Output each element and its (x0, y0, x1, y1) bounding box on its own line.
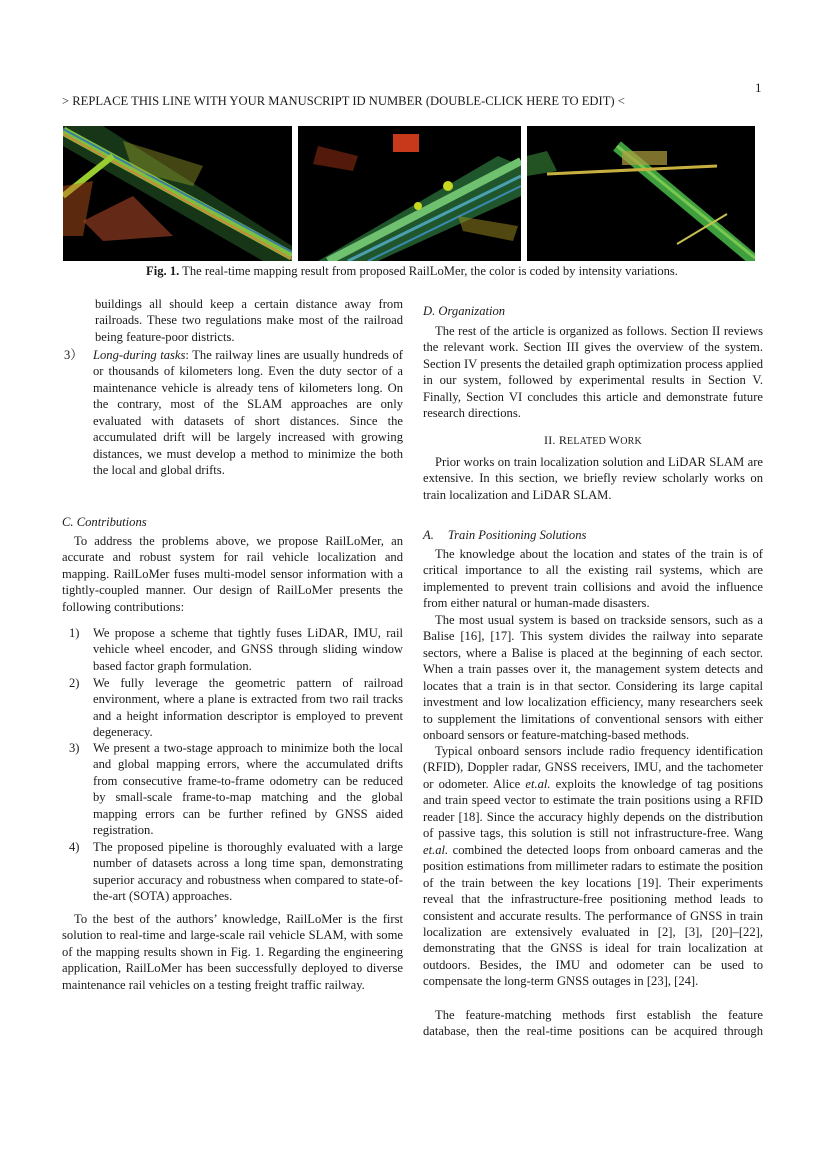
section-heading-contributions: C. Contributions (62, 515, 147, 529)
section-heading-related-work (423, 433, 763, 448)
section-number: II. (544, 433, 559, 447)
list-number: 1) (69, 626, 80, 640)
challenge-text: : The railway lines are usually hundreds of or thousands of kilometers long. Even the duty sector of a maintenance vehicle is already tens of kilometers long. On the contrary, most of the SLAM approaches are only evaluated with datasets of short distances. Since the accumulated drift will be largely increased with growing distances, we must develop a method to minimize the both the local and global drifts. (93, 348, 403, 478)
text-segment: exploits the knowledge of tag positions and train speed vector to estimate the train positions using a RFID reader [18]. Since the accuracy highly depends on the distribution of passive tags, this solution is still not infrastructure-free. Wang (423, 776, 763, 841)
continued-paragraph: buildings all should keep a certain distance away from railroads. These two regulations make most of the railroad being feature-poor districts. (95, 297, 403, 344)
figure-panel-1 (63, 126, 292, 261)
heading-smallcaps: ELATED (567, 436, 609, 447)
related-work-intro: Prior works on train localization solution and LiDAR SLAM are extensive. In this section, we briefly review scholarly works on train localization and LiDAR SLAM. (423, 455, 763, 502)
subsection-number: A. (423, 528, 434, 542)
list-number: 3) (69, 741, 80, 755)
section-heading-train-positioning (423, 528, 586, 543)
contribution-item: The proposed pipeline is thoroughly evaluated with a large number of datasets across a long time span, demonstrating superior accuracy and robustness when compared to state-of-the-art (SOTA) approaches. (93, 840, 403, 904)
closing-paragraph: To the best of the authors’ knowledge, RailLoMer is the first solution to real-time and large-scale rail vehicle SLAM, with some of the mapping results shown in Fig. 1. Regarding the engineering application, RailLoMer has been successfully deployed to diverse maintenance rail vehicles on a testing freight traffic railway. (62, 912, 403, 992)
italic-text: et.al. (525, 776, 551, 791)
contribution-item: We present a two-stage approach to minimize both the local and global mapping errors, where the accumulated drifts from consecutive frame-to-frame odometry can be reduced by small-scale frame-to-map matching and the global mapping errors can be further refined by GNSS aided registration. (93, 741, 403, 838)
list-number: 2) (69, 676, 80, 690)
list-number: 4) (69, 840, 80, 854)
heading-letter: R (558, 433, 568, 447)
contribution-item: We propose a scheme that tightly fuses LiDAR, IMU, rail vehicle wheel encoder, and GNSS through sliding window based factor graph formulation. (93, 626, 403, 673)
challenge-title: Long-during tasks (93, 348, 186, 362)
organization-paragraph: The rest of the article is organized as follows. Section II reviews the relevant work. Section III gives the overview of the system. Section IV presents the detailed graph optimization process applied in our system, followed by experimental results in Section V. Finally, Section VI concludes this article and demonstrate future research directions. (423, 324, 763, 421)
text-segment: Typical onboard sensors include radio frequency identification (RFID), Doppler radar, GNSS receivers, IMU, and the tachometer or odometer. Alice (423, 744, 763, 791)
figure-caption-text: The real-time mapping result from proposed RailLoMer, the color is coded by intensity variations. (179, 264, 678, 278)
section-heading-organization: D. Organization (423, 304, 506, 318)
figure-panel-3 (527, 126, 755, 261)
positioning-paragraph-4: The feature-matching methods first establish the feature database, then the real-time positions can be acquired through (423, 1008, 763, 1039)
contributions-intro: To address the problems above, we propose RailLoMer, an accurate and robust system for rail vehicle localization and mapping. RailLoMer fuses multi-model sensor information with a tightly-coupled manner. Our design of RailLoMer presents the following contributions: (62, 534, 403, 614)
subsection-title: Train Positioning Solutions (447, 528, 587, 542)
contribution-item: We fully leverage the geometric pattern of railroad environment, where a plane is extracted from two rail tracks and a height information descriptor is employed to prevent degeneracy. (93, 676, 403, 740)
text-segment: combined the detected loops from onboard cameras and the position estimations from millimeter radars to estimate the position of the train between the key locations [19]. Their experiments reveal that the infrastructure-free positioning method leads to consistent and accurate results. The performance of GNSS in train localization are extensively evaluated in [2], [3], [20]–[22], demonstrating that the GNSS is ideal for train localization at outdoors. Besides, the IMU and odometer can be used to compensate the long-term GNSS outages in [23], [24]. (423, 842, 763, 989)
figure-label: Fig. 1. (146, 264, 180, 278)
page-number: 1 (755, 80, 762, 95)
manuscript-header: > REPLACE THIS LINE WITH YOUR MANUSCRIPT ID NUMBER (DOUBLE-CLICK HERE TO EDIT) < (62, 94, 625, 108)
figure-caption (62, 264, 762, 279)
heading-letter: W (608, 433, 621, 447)
list-number: 3） (64, 348, 83, 362)
figure-panel-2 (298, 126, 521, 261)
positioning-paragraph-2: The most usual system is based on trackside sensors, such as a Balise [16], [17]. This system divides the railway into separate sectors, where a Balise is placed at the beginning of each sector. When a train passes over it, the management system detects and locates that a train is in that sector. Considering its large capital investment and low localization efficiency, many researchers seek to supplement the limitations of conventional sensors with either onboard sensors or feature-matching-based methods. (423, 613, 763, 743)
positioning-paragraph-3 (423, 743, 763, 990)
heading-smallcaps: ORK (620, 436, 642, 447)
positioning-paragraph-1: The knowledge about the location and states of the train is of critical importance to all the existing rail systems, which are implemented to prevent train collisions and avoid the influence from either natural or human-made disasters. (423, 547, 763, 611)
challenge-item-3 (93, 347, 403, 479)
italic-text: et.al. (423, 842, 449, 857)
